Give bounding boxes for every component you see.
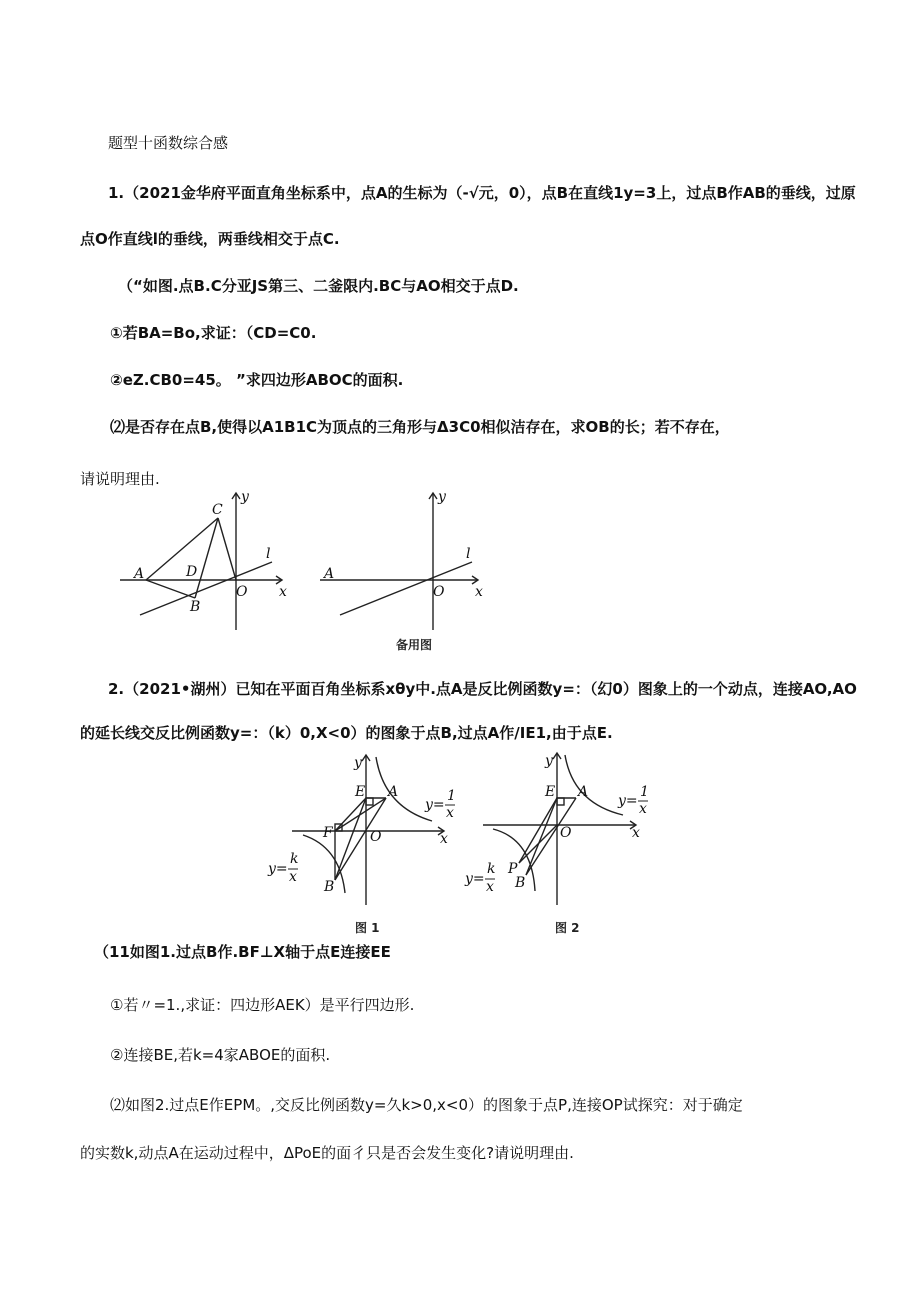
q2-sub1: （11如图1.过点B作.BF⊥X轴于点E连接EE	[94, 943, 391, 961]
q2-fig2-EB	[526, 798, 557, 875]
q1-sub1b: ②eZ.CB0=45。 ”求四边形ABOC的面积.	[110, 371, 404, 389]
q1-label-l: l	[266, 546, 271, 562]
svg-text:x: x	[486, 879, 494, 895]
q1-fig-caption: 备用图	[396, 638, 433, 652]
q2-fig2-eq-1x	[617, 784, 649, 817]
q2-fig2-label-y: y	[545, 753, 553, 769]
q2-fig2-label-x: x	[632, 825, 640, 841]
q2-fig1-EB	[335, 798, 366, 880]
q2-fig2-label-E: E	[545, 784, 556, 800]
q1-spare-line-l	[340, 562, 472, 615]
q1-label-C: C	[212, 502, 223, 518]
q2-fig1-label-y: y	[354, 755, 362, 771]
q2-fig2-label-P: P	[508, 861, 518, 877]
q1-label-B: B	[190, 599, 201, 615]
svg-text:k: k	[290, 851, 299, 867]
q2-sub1b: ②连接BE,若k=4家ABOE的面积.	[110, 1046, 331, 1064]
q1-label-y: y	[241, 489, 249, 505]
q2-fig2-label-A: A	[578, 784, 589, 800]
q1-spare-label-y: y	[438, 489, 446, 505]
q1-label-x: x	[279, 584, 287, 600]
q1-main-diagram	[120, 493, 282, 630]
q2-fig2-right-angle-E	[557, 798, 564, 805]
svg-text:y=: y=	[425, 797, 445, 813]
q2-fig1-label-B: B	[324, 879, 335, 895]
q2-fig2-eq-kx	[464, 861, 495, 895]
q2-fig1	[292, 755, 444, 905]
q1-figure	[0, 485, 920, 685]
q1-spare-label-x: x	[475, 584, 483, 600]
q1-segment-CO	[218, 518, 236, 580]
q1-line-l	[140, 562, 272, 615]
svg-text:1: 1	[640, 784, 649, 800]
q1-line1: 1.（2021金华府平面直角坐标系中，点A的生标为（-√元，0），点B在直线1y=3上，过点B作AB的垂线，过原	[108, 184, 856, 202]
q2-sub1a: ①若〃=1.,求证：四边形AEK）是平行四边形.	[110, 996, 415, 1014]
q1-spare-label-O: O	[433, 584, 445, 600]
q2-fig1-label-F: F	[323, 825, 333, 841]
q1-label-D: D	[186, 564, 198, 580]
svg-text:1: 1	[447, 788, 456, 804]
q2-fig2-curve-1x	[565, 755, 623, 815]
q2-fig1-curve-1x	[376, 757, 432, 821]
q1-sub1a: ①若BA=Bo,求证：（CD=C0.	[110, 324, 317, 342]
svg-text:y=: y=	[618, 793, 638, 809]
q1-spare-diagram	[320, 493, 478, 630]
svg-text:y=: y=	[465, 871, 485, 887]
q2-fig1-right-angle-E	[366, 798, 373, 805]
q2-fig1-label-O: O	[370, 829, 382, 845]
svg-text:x: x	[639, 801, 647, 817]
q1-segment-AB	[146, 580, 195, 598]
svg-text:y=: y=	[268, 861, 288, 877]
svg-text:x: x	[289, 869, 297, 885]
q1-spare-label-A: A	[324, 566, 335, 582]
svg-text:k: k	[487, 861, 496, 877]
q2-fig1-label-E: E	[355, 784, 366, 800]
q1-segment-BC	[195, 518, 218, 598]
q1-sub1: （“如图.点B.C分亚JS第三、二釜限内.BC与AO相交于点D.	[118, 277, 519, 295]
section-title: 题型十函数综合感	[108, 134, 229, 152]
q1-label-A: A	[134, 566, 145, 582]
q2-line1: 2.（2021•湖州）已知在平面百角坐标系xθy中.点A是反比例函数y=：（幻0）图象上的一个动点，连接AO,AO	[108, 680, 857, 698]
q1-segment-AC	[146, 518, 218, 580]
q2-line2: 的延长线交反比例函数y=：（k）0,X<0）的图象于点B,过点A作/IE1,由于点E.	[80, 724, 613, 742]
q1-sub2-line2: 请说明理由.	[80, 470, 160, 488]
q2-fig1-eq-1x	[424, 788, 456, 821]
q2-sub2-line2: 的实数k,动点A在运动过程中，ΔPoE的面彳只是否会发生变化?请说明理由.	[80, 1144, 574, 1162]
q1-spare-label-l: l	[466, 546, 471, 562]
q2-fig2-label-O: O	[560, 825, 572, 841]
q2-figures	[0, 745, 920, 945]
q2-fig2-label-B: B	[515, 875, 526, 891]
q2-fig1-caption: 图 1	[355, 921, 380, 935]
q1-sub2-line1: ⑵是否存在点B,使得以A1B1C为顶点的三角形与Δ3C0相似洁存在，求OB的长；若不存在，	[110, 418, 730, 436]
svg-text:x: x	[446, 805, 454, 821]
q2-fig1-label-x: x	[440, 831, 448, 847]
q1-label-O: O	[236, 584, 248, 600]
q2-sub2-line1: ⑵如图2.过点E作EPM。,交反比例函数y=久k>0,x<0）的图象于点P,连接OP试探究：对于确定	[110, 1096, 743, 1114]
q2-fig1-label-A: A	[388, 784, 399, 800]
q1-line2: 点O作直线l的垂线，两垂线相交于点C.	[80, 230, 340, 248]
q2-fig2-curve-kx	[493, 829, 535, 891]
q2-fig2-caption: 图 2	[555, 921, 580, 935]
q2-fig1-eq-kx	[267, 851, 298, 885]
